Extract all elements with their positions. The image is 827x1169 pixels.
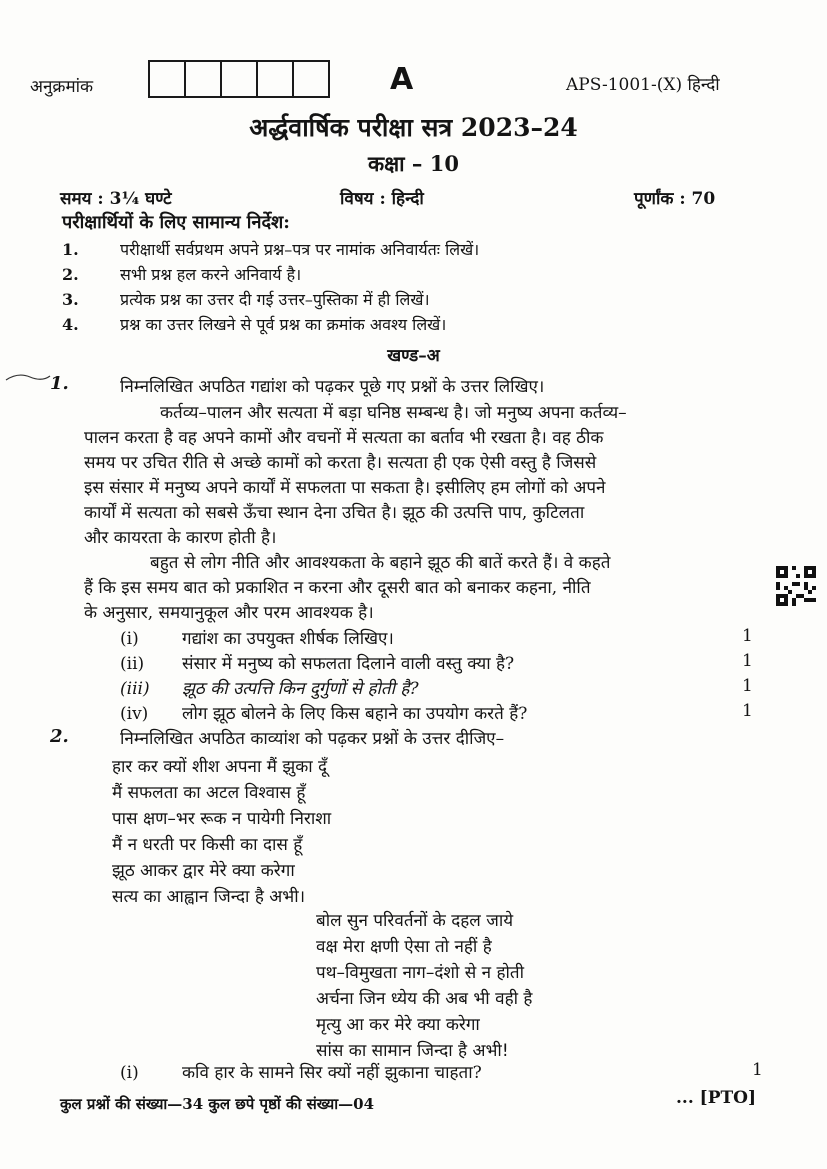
roll-number-box bbox=[292, 60, 330, 98]
max-marks: पूर्णांक : 70 bbox=[634, 189, 716, 209]
passage-line: और कायरता के कारण होती है। bbox=[84, 528, 277, 548]
question-prompt: निम्नलिखित अपठित गद्यांश को पढ़कर पूछे गए प्रश्नों के उत्तर लिखिए। bbox=[120, 377, 545, 397]
paper-set-letter: A bbox=[390, 62, 414, 97]
passage-line: पालन करता है वह अपने कामों और वचनों में सत्यता का बर्ताव भी रखता है। वह ठीक bbox=[84, 428, 604, 448]
section-title: खण्ड–अ bbox=[387, 346, 440, 366]
poem-line: पास क्षण–भर रूक न पायेगी निराशा bbox=[112, 809, 332, 829]
poem-line: अर्चना जिन ध्येय की अब भी वही है bbox=[316, 989, 533, 1009]
poem-line: पथ–विमुखता नाग–दंशो से न होती bbox=[316, 963, 525, 983]
subquestion: (iv) लोग झूठ बोलने के लिए किस बहाने का उपयोग करते हैं? bbox=[120, 704, 528, 724]
passage-line: कर्तव्य–पालन और सत्यता में बड़ा घनिष्ठ सम्बन्ध है। जो मनुष्य अपना कर्तव्य– bbox=[160, 403, 627, 423]
passage-line: बहुत से लोग नीति और आवश्यकता के बहाने झूठ की बातें करते हैं। वे कहते bbox=[150, 553, 611, 573]
instruction-item: 4. प्रश्न का उत्तर लिखने से पूर्व प्रश्न का क्रमांक अवश्य लिखें। bbox=[62, 315, 447, 334]
poem-line: सत्य का आह्वान जिन्दा है अभी। bbox=[112, 887, 306, 907]
marks-value: 1 bbox=[742, 676, 753, 696]
marks-value: 1 bbox=[742, 626, 753, 646]
poem-line: मृत्यु आ कर मेरे क्या करेगा bbox=[316, 1015, 480, 1035]
passage-line: कार्यों में सत्यता को सबसे ऊँचा स्थान देना उचित है। झूठ की उत्पत्ति पाप, कुटिलता bbox=[84, 503, 585, 523]
question-number: 2. bbox=[50, 726, 69, 747]
roll-number-box bbox=[148, 60, 186, 98]
marks-value: 1 bbox=[752, 1060, 763, 1080]
poem-line: बोल सुन परिवर्तनों के दहल जाये bbox=[316, 911, 514, 931]
footer-question-count: कुल प्रश्नों की संख्या—34 कुल छपे पृष्ठों की संख्या—04 bbox=[60, 1095, 375, 1113]
exam-title: अर्द्धवार्षिक परीक्षा सत्र 2023–24 bbox=[249, 113, 578, 142]
subquestion: (i) कवि हार के सामने सिर क्यों नहीं झुकाना चाहता? bbox=[120, 1063, 482, 1083]
instruction-item: 2. सभी प्रश्न हल करने अनिवार्य है। bbox=[62, 265, 302, 284]
instruction-item: 1. परीक्षार्थी सर्वप्रथम अपने प्रश्न–पत्र पर नामांक अनिवार्यतः लिखें। bbox=[62, 240, 480, 259]
subquestion: (i) गद्यांश का उपयुक्त शीर्षक लिखिए। bbox=[120, 629, 394, 649]
time-allowed: समय : 3¼ घण्टे bbox=[60, 189, 172, 209]
question-prompt: निम्नलिखित अपठित काव्यांश को पढ़कर प्रश्नों के उत्तर दीजिए– bbox=[120, 729, 505, 749]
subquestion: (ii) संसार में मनुष्य को सफलता दिलाने वाली वस्तु क्या है? bbox=[120, 654, 515, 674]
roll-number-box bbox=[184, 60, 222, 98]
class-label: कक्षा – 10 bbox=[368, 151, 459, 176]
subquestion: (iii) झूठ की उत्पत्ति किन दुर्गुणों से होती है? bbox=[120, 679, 419, 699]
pen-mark-icon bbox=[4, 368, 52, 386]
poem-line: हार कर क्यों शीश अपना मैं झुका दूँ bbox=[112, 757, 328, 777]
qr-code-icon bbox=[776, 566, 816, 606]
roll-number-boxes bbox=[150, 60, 330, 98]
passage-line: के अनुसार, समयानुकूल और परम आवश्यक है। bbox=[84, 603, 374, 623]
paper-code: APS-1001-(X) हिन्दी bbox=[566, 75, 720, 95]
marks-value: 1 bbox=[742, 701, 753, 721]
poem-line: मैं न धरती पर किसी का दास हूँ bbox=[112, 835, 303, 855]
roll-number-box bbox=[256, 60, 294, 98]
instruction-item: 3. प्रत्येक प्रश्न का उत्तर दी गई उत्तर–पुस्तिका में ही लिखें। bbox=[62, 290, 430, 309]
roll-number-label: अनुक्रमांक bbox=[30, 77, 94, 97]
marks-value: 1 bbox=[742, 651, 753, 671]
question-number: 1. bbox=[50, 373, 69, 394]
poem-line: झूठ आकर द्वार मेरे क्या करेगा bbox=[112, 861, 295, 881]
passage-line: हैं कि इस समय बात को प्रकाशित न करना और दूसरी बात को बनाकर कहना, नीति bbox=[84, 578, 591, 598]
instructions-heading: परीक्षार्थियों के लिए सामान्य निर्देश: bbox=[62, 212, 290, 233]
roll-number-box bbox=[220, 60, 258, 98]
footer-pto: ... [PTO] bbox=[676, 1088, 757, 1108]
passage-line: समय पर उचित रीति से अच्छे कामों को करता है। सत्यता ही एक ऐसी वस्तु है जिससे bbox=[84, 453, 597, 473]
poem-line: सांस का सामान जिन्दा है अभी! bbox=[316, 1041, 509, 1061]
subject-label: विषय : हिन्दी bbox=[340, 189, 424, 209]
passage-line: इस संसार में मनुष्य अपने कार्यों में सफलता पा सकता है। इसीलिए हम लोगों को अपने bbox=[84, 478, 606, 498]
poem-line: वक्ष मेरा क्षणी ऐसा तो नहीं है bbox=[316, 937, 492, 957]
poem-line: मैं सफलता का अटल विश्वास हूँ bbox=[112, 783, 306, 803]
